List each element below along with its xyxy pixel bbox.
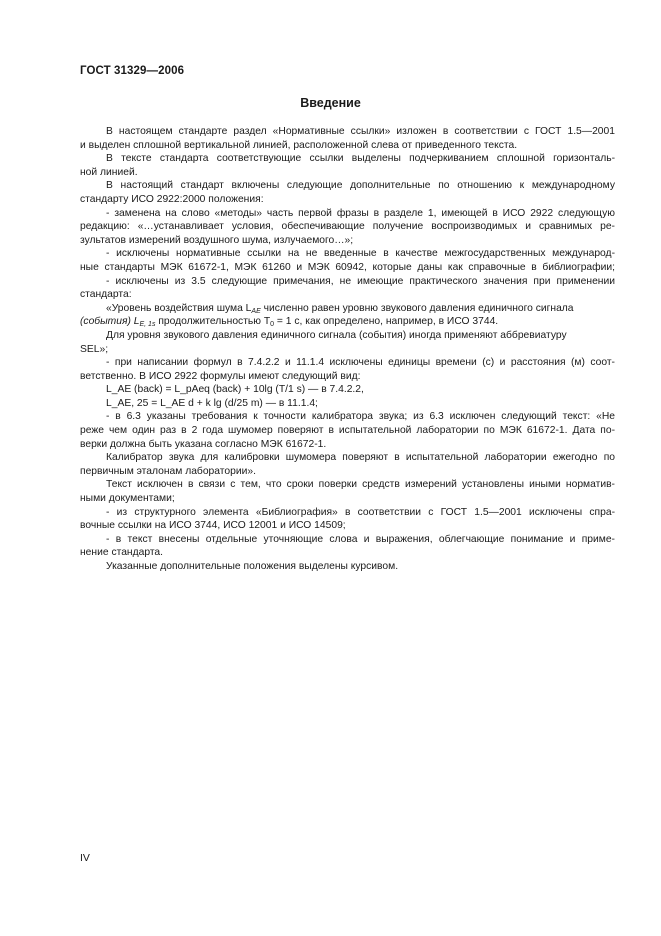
text-line: В настоящем стандарте раздел «Нормативные ссылки» изложен в соответствии с ГОСТ 1.5—2001 [106, 126, 615, 137]
formula-2: L_AE, 25 = L_AE d + k lg (d/25 m) — в 11.1.4; [106, 397, 318, 409]
text-line: стандарта: [80, 289, 132, 301]
paragraph-block-tail [80, 410, 615, 573]
section-title: Введение [300, 96, 361, 110]
text-line: - из структурного элемента «Библиография» в соответствии с ГОСТ 1.5—2001 исключены спра- [106, 506, 615, 518]
text-line: Указанные дополнительные положения выделены курсивом. [106, 561, 399, 572]
quote-line: SEL»; [80, 343, 109, 355]
list-item-line: ветственно. В ИСО 2922 формулы имеют следующий вид: [80, 370, 361, 382]
text-line: зультатов измерений воздушного шума, излучаемого…»; [80, 234, 354, 246]
page-number: IV [80, 852, 90, 864]
text-line: редакцию: «…устанавливает условия, обеспечивающие получение воспроизводимых и сравнимых ре- [80, 221, 615, 233]
text-line: вочные ссылки на ИСО 3744, ИСО 12001 и ИСО 14509; [80, 520, 346, 532]
text-line: - в текст внесены отдельные уточняющие слова и выражения, облегчающие понимание и приме- [106, 533, 615, 545]
formula-1: L_AE (back) = L_pAeq (back) + 10lg (T/1 s) — в 7.4.2.2, [106, 384, 364, 396]
text-line: стандарту ИСО 2922:2000 положения: [80, 193, 264, 205]
text-line: Текст исключен в связи с тем, что сроки поверки средств измерений установлены иными норматив- [106, 479, 615, 491]
text-line: - заменена на слово «методы» часть первой фразы в разделе 1, имеющей в ИСО 2922 следующую [106, 207, 615, 219]
quote-line: (события) $L_{E, 1s}$ продолжительностью $T_0 = 1$ с, как определено, например, в ИСО 3744. [80, 316, 499, 329]
paragraph-block-intro [80, 125, 615, 302]
text-line: ными документами; [80, 493, 175, 505]
text-line: - исключены из 3.5 следующие примечания, не имеющие практического значения при применении [106, 275, 615, 287]
list-item-line: - при написании формул в 7.4.2.2 и 11.1.4 исключены единицы времени (с) и расстояния (м) соот- [106, 357, 615, 369]
text-line: ные стандарты МЭК 61672-1, МЭК 61260 и МЭК 60942, которые даны как справочные в библиографии; [80, 261, 615, 273]
text-line: - в 6.3 указаны требования к точности калибратора звука; из 6.3 исключен следующий текст: «Не [106, 411, 615, 423]
text-line: реже чем один раз в 2 года шумомер поверяют в испытательной лаборатории по МЭК 61672-1. Дата по- [80, 425, 615, 437]
text-line: первичным эталонам лаборатории». [80, 465, 256, 477]
text-line: нение стандарта. [80, 547, 164, 559]
text-line: ной линией. [80, 166, 138, 178]
text-line: и выделен сплошной вертикальной линией, расположенной слева от приведенного текста. [80, 139, 518, 151]
text-line: верки должна быть указана согласно МЭК 61672-1. [80, 438, 327, 450]
text-line: В тексте стандарта соответствующие ссылки выделены подчеркиванием сплошной горизонталь- [106, 153, 615, 165]
text-line: Калибратор звука для калибровки шумомера поверяют в испытательной лаборатории ежегодно по [106, 452, 615, 464]
text-line: - исключены нормативные ссылки на не введенные в качестве межгосударственных международ- [106, 248, 615, 260]
quote-line: Для уровня звукового давления единичного сигнала (события) иногда применяют аббревиатуру [106, 329, 567, 341]
text-line: В настоящий стандарт включены следующие дополнительные по отношению к международному [106, 180, 615, 192]
body-text [80, 125, 615, 574]
quote-line: «Уровень воздействия шума $L_{AE}$ численно равен уровню звукового давления единичного сигнала [106, 302, 574, 315]
document-header: ГОСТ 31329—2006 [80, 65, 185, 77]
